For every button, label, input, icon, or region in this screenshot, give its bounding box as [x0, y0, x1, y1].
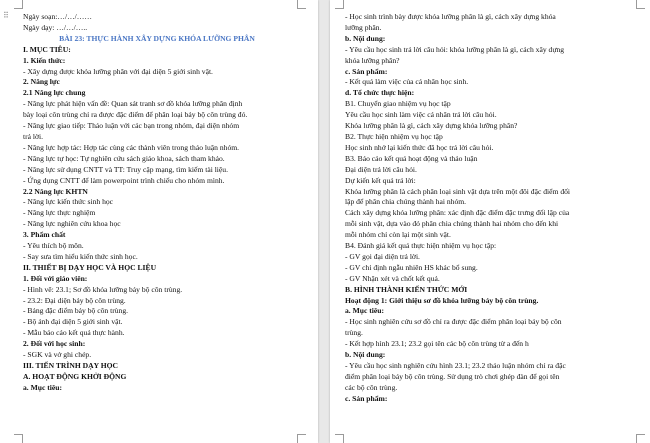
text-line: - Kết quả làm việc của cá nhân học sinh.: [345, 77, 469, 87]
crop-mark: [636, 434, 645, 443]
text-line: - Yêu cầu học sinh nghiên cứu hình 23.1; 23.2 thảo luận nhóm chỉ ra đặc: [345, 361, 566, 370]
text-line: Học sinh nhớ lại kiến thức đã học trả lời câu hỏi.: [345, 142, 494, 152]
text-line: - Yêu cầu học sinh trả lời câu hỏi: khóa lưỡng phân là gì, cách xây dựng: [345, 44, 565, 54]
text-line: Khóa lưỡng phân là gì, cách xây dựng khóa lưỡng phân?: [345, 121, 518, 131]
text-line: - Say sưa tìm hiểu kiến thức sinh học.: [23, 251, 138, 261]
text-line: các bộ côn trùng.: [345, 382, 398, 392]
right-page-text: [345, 12, 635, 405]
text-line: - Yêu thích bộ môn.: [23, 241, 84, 251]
drag-handle-icon[interactable]: ⠿: [3, 11, 9, 20]
crop-mark: [297, 0, 306, 9]
text-line: - Năng lực thực nghiệm: [23, 208, 96, 218]
text-line: - Ứng dụng CNTT để làm powerpoint trình chiếu cho nhóm mình.: [23, 175, 225, 185]
section-heading: c. Sản phẩm:: [345, 393, 388, 403]
section-heading: 2.1 Năng lực chung: [23, 88, 86, 98]
crop-mark: [14, 0, 23, 9]
crop-mark: [636, 0, 645, 9]
text-line: lập để phân chia chúng thành hai nhóm.: [345, 197, 467, 207]
text-line: - Mẫu báo cáo kết quả thực hành.: [23, 328, 125, 338]
text-line: - Năng lực kiến thức sinh học: [23, 197, 114, 207]
document-page-left: [0, 0, 318, 443]
text-line: - GV chỉ định ngẫu nhiên HS khác bổ sung.: [345, 262, 478, 272]
lesson-title: BÀI 23: THỰC HÀNH XÂY DỰNG KHÓA LƯỠNG PHÂN: [59, 33, 255, 43]
text-line: Ngày dạy: …/…/…..: [23, 22, 88, 32]
text-line: Ngày soạn:…/…/……: [23, 12, 92, 21]
text-line: - Hình vẽ: 23.1; Sơ đồ khóa lưỡng bảy bộ côn trùng.: [23, 284, 183, 294]
text-line: B1. Chuyển giao nhiệm vụ học tập: [345, 99, 451, 109]
text-line: Khóa lưỡng phân là cách phân loại sinh vật dựa trên một đôi đặc điểm đối: [345, 186, 571, 196]
section-heading: 2. Đối với học sinh:: [23, 339, 86, 349]
text-line: - Bảng đặc điểm bảy bộ côn trùng.: [23, 306, 129, 316]
text-line: B2. Thực hiện nhiệm vụ học tập: [345, 131, 443, 141]
text-line: lưỡng phân.: [345, 22, 382, 32]
text-line: Dự kiến kết quả trả lời:: [345, 175, 416, 185]
text-line: Đại diện trả lời câu hỏi.: [345, 164, 417, 174]
crop-mark: [335, 0, 344, 9]
text-line: - GV gọi đại diện trả lời.: [345, 251, 420, 261]
text-line: - Năng lực giao tiếp: Thảo luận với các bạn trong nhóm, đại diện nhóm: [23, 121, 240, 131]
section-heading: a. Mục tiêu:: [345, 306, 385, 316]
text-line: - Học sinh trình bày được khóa lưỡng phân là gì, cách xây dựng khóa: [345, 12, 556, 21]
text-line: - Năng lực phát hiện vấn đề: Quan sát tranh sơ đồ khóa lưỡng phân định: [23, 99, 243, 109]
text-line: B4. Đánh giá kết quả thực hiện nhiệm vụ học tập:: [345, 241, 497, 251]
section-heading: d. Tổ chức thực hiện:: [345, 88, 415, 98]
text-line: Yêu cầu học sinh làm việc cá nhân trả lời câu hỏi.: [345, 110, 497, 120]
text-line: - Năng lực nghiên cứu khoa học: [23, 219, 121, 229]
section-heading: III. TIẾN TRÌNH DẠY HỌC: [23, 361, 119, 370]
crop-mark: [14, 434, 23, 443]
section-heading: 2.2 Năng lực KHTN: [23, 186, 88, 196]
left-page-text: [23, 12, 291, 394]
text-line: bày loại côn trùng chỉ ra được đặc điểm để phân loại bảy bộ côn trùng đó.: [23, 110, 248, 120]
section-heading: 1. Đối với giáo viên:: [23, 273, 88, 283]
text-line: - 23.2: Đại diện bảy bộ côn trùng.: [23, 295, 126, 305]
section-heading: 2. Năng lực: [23, 77, 60, 87]
section-heading: c. Sản phẩm:: [345, 66, 388, 76]
crop-mark: [297, 434, 306, 443]
section-heading: 3. Phẩm chất: [23, 230, 66, 240]
crop-mark: [335, 434, 344, 443]
text-line: - SGK và vở ghi chép.: [23, 350, 92, 360]
text-line: - Xây dựng được khóa lưỡng phân với đại diện 5 giới sinh vật.: [23, 66, 213, 76]
section-heading: Hoạt động 1: Giới thiệu sơ đồ khóa lưỡng bảy bộ côn trùng.: [345, 295, 539, 305]
text-line: trả lời.: [23, 131, 44, 141]
text-line: - Học sinh nghiên cứu sơ đồ chỉ ra được đặc điểm phân loại bảy bộ côn: [345, 317, 562, 327]
section-heading: b. Nội dung:: [345, 350, 386, 360]
text-line: khóa lưỡng phân?: [345, 55, 400, 65]
section-heading: I. MỤC TIÊU:: [23, 44, 71, 54]
section-heading: 1. Kiến thức:: [23, 55, 66, 65]
text-line: - GV Nhận xét và chốt kết quả.: [345, 273, 440, 283]
section-heading: a. Mục tiêu:: [23, 382, 63, 392]
section-heading: A. HOẠT ĐỘNG KHỞI ĐỘNG: [23, 371, 127, 381]
text-line: Cách xây dựng khóa lưỡng phân: xác định đặc điểm đặc trưng đối lập của: [345, 208, 570, 218]
section-heading: B. HÌNH THÀNH KIẾN THỨC MỚI: [345, 284, 468, 294]
text-line: - Năng lực sử dụng CNTT và TT: Truy cập mạng, tìm kiếm tài liệu.: [23, 164, 228, 174]
section-heading: b. Nội dung:: [345, 33, 386, 43]
text-line: - Năng lực tự học: Tự nghiên cứu sách giáo khoa, sách tham khảo.: [23, 153, 225, 163]
text-line: điểm phân loại bảy bộ côn trùng. Sử dụng trò chơi ghép đàn để gọi tên: [345, 371, 560, 381]
section-heading: II. THIẾT BỊ DẠY HỌC VÀ HỌC LIỆU: [23, 262, 157, 272]
text-line: - Bộ ảnh đại diện 5 giới sinh vật.: [23, 317, 123, 327]
text-line: - Năng lực hợp tác: Hợp tác cùng các thành viên trong thảo luận nhóm.: [23, 142, 240, 152]
text-line: - Kết hợp hình 23.1; 23.2 gọi tên các bộ côn trùng từ a đến h: [345, 339, 529, 349]
text-line: B3. Báo cáo kết quả hoạt động và thảo luận: [345, 153, 478, 163]
text-line: trùng.: [345, 328, 363, 338]
document-page-right: [330, 0, 650, 443]
text-line: mỗi nhóm chỉ còn lại một sinh vật.: [345, 230, 451, 240]
text-line: mỗi sinh vật, dựa vào đó phân chia chúng thành hai nhóm cho đến khi: [345, 219, 559, 229]
